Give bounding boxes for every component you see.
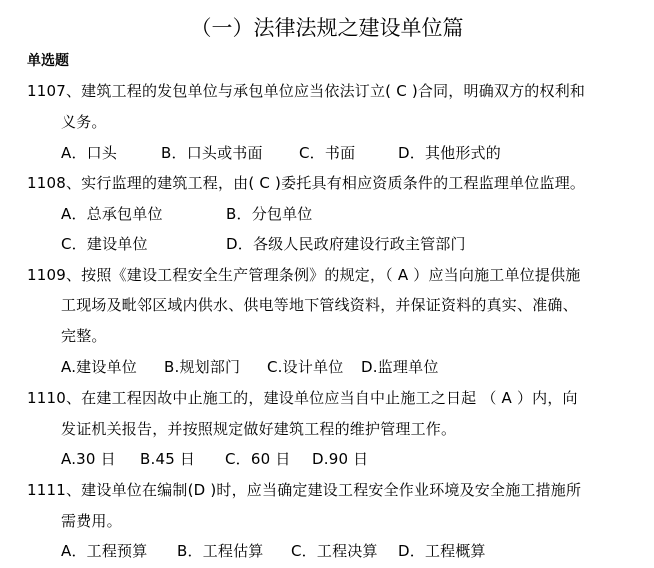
question-text: 1111、建设单位在编制(D )时，应当确定建设工程安全作业环境及安全施工措施所 [27, 481, 582, 499]
question-text-continued: 完整。 [61, 327, 107, 345]
option-a: A.30 日 [61, 450, 116, 468]
option-d: D.90 日 [312, 450, 369, 468]
option-a: A．总承包单位 [61, 205, 163, 223]
option-c: C．工程决算 [291, 542, 378, 560]
option-b: B.45 日 [140, 450, 196, 468]
option-d: D．各级人民政府建设行政主管部门 [226, 235, 466, 253]
question-text: 1107、建筑工程的发包单位与承包单位应当依法订立( C )合同，明确双方的权利和 [27, 82, 586, 100]
question-text: 1110、在建工程因故中止施工的，建设单位应当自中止施工之日起 （ A ）内，向 [27, 389, 578, 407]
section-heading: 单选题 [27, 53, 69, 69]
question-text-continued: 发证机关报告，并按照规定做好建筑工程的维护管理工作。 [61, 420, 457, 438]
option-c: C．建设单位 [61, 235, 148, 253]
option-a: A．工程预算 [61, 542, 148, 560]
option-b: B.规划部门 [164, 358, 241, 376]
options-row [61, 234, 621, 254]
option-d: D．其他形式的 [398, 144, 501, 162]
options-row [61, 449, 621, 469]
page-title: （一）法律法规之建设单位篇 [190, 16, 464, 40]
option-c: C．书面 [299, 144, 356, 162]
options-row [61, 204, 621, 224]
options-row [61, 541, 621, 561]
question-text: 1108、实行监理的建筑工程，由( C )委托具有相应资质条件的工程监理单位监理。 [27, 174, 586, 192]
option-d: D．工程概算 [398, 542, 486, 560]
option-b: B．分包单位 [226, 205, 313, 223]
question-text-continued: 义务。 [61, 113, 107, 131]
question-text: 1109、按照《建设工程安全生产管理条例》的规定，（ A ）应当向施工单位提供施 [27, 266, 581, 284]
question-text-continued: 需费用。 [61, 512, 122, 530]
question-text-continued: 工现场及毗邻区域内供水、供电等地下管线资料，并保证资料的真实、准确、 [61, 296, 578, 314]
options-row [61, 143, 621, 163]
option-b: B．口头或书面 [161, 144, 263, 162]
option-d: D.监理单位 [361, 358, 439, 376]
option-a: A．口头 [61, 144, 118, 162]
option-b: B．工程估算 [177, 542, 264, 560]
option-c: C．60 日 [225, 450, 291, 468]
options-row [61, 357, 621, 377]
option-c: C.设计单位 [267, 358, 344, 376]
option-a: A.建设单位 [61, 358, 137, 376]
